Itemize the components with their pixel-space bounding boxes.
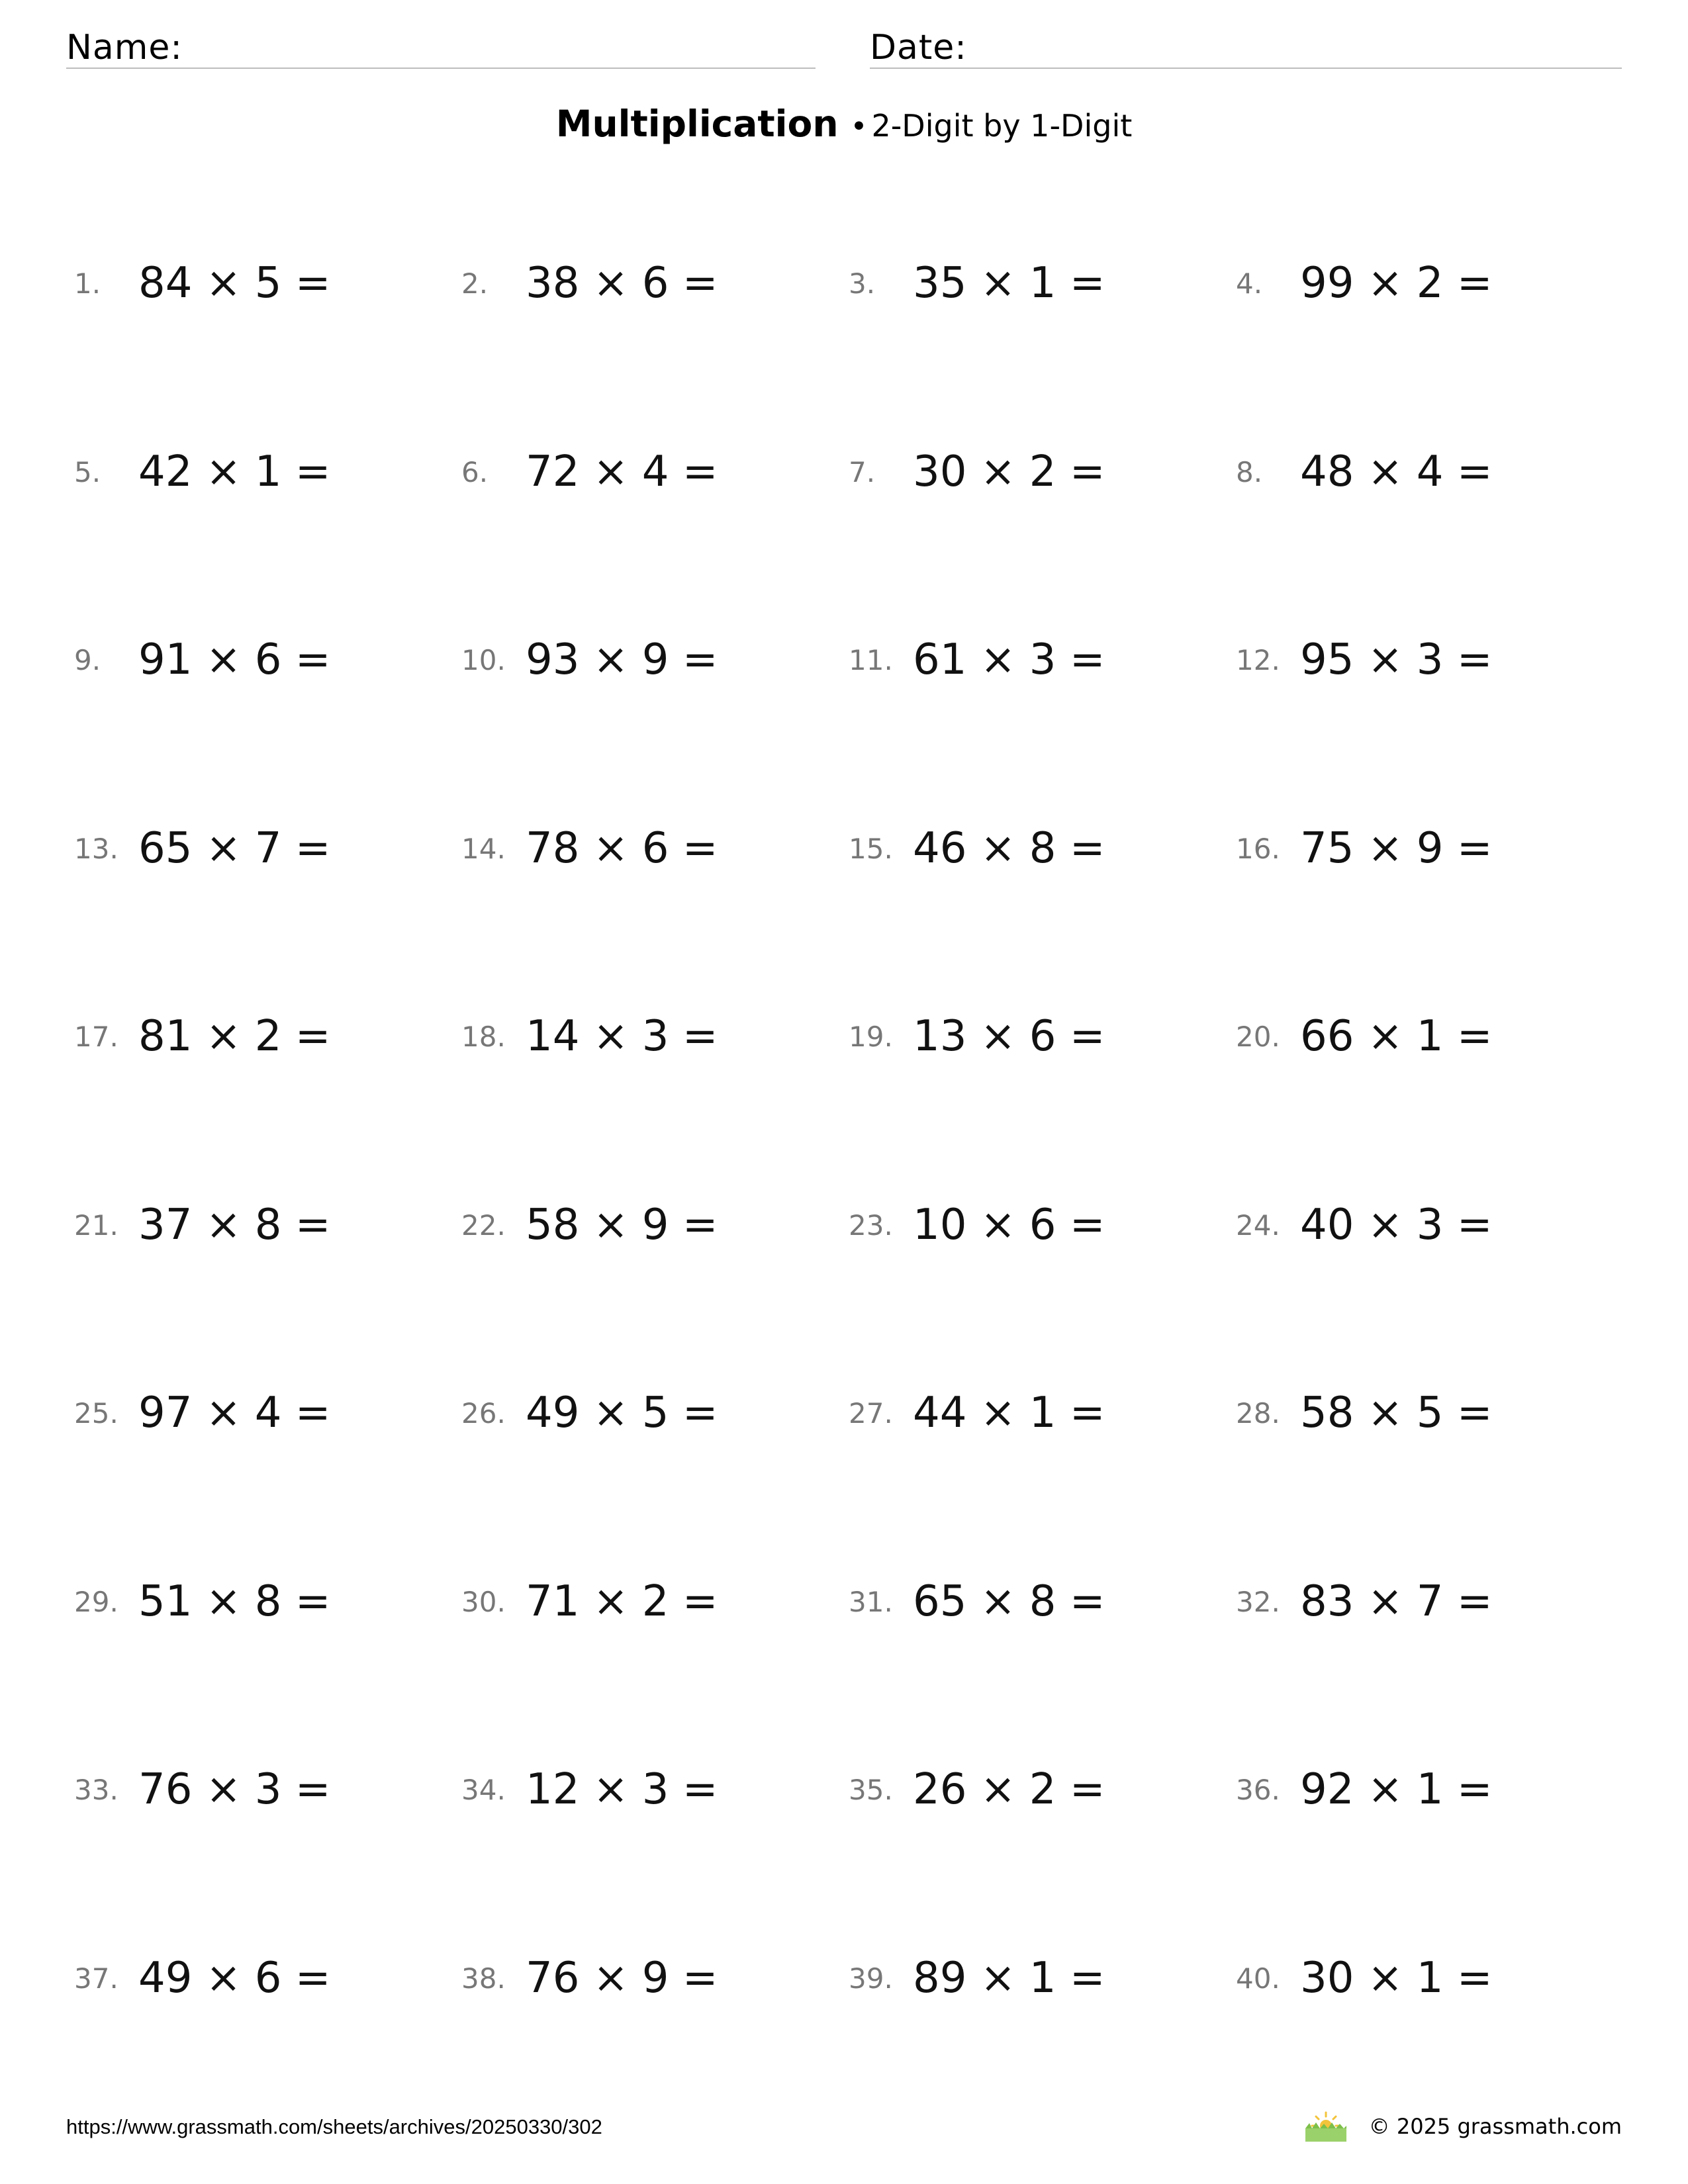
problem-expression: 65 × 8 = [913,1576,1105,1626]
problem-expression: 12 × 3 = [526,1765,718,1814]
problem-item [461,1013,792,1066]
problem-expression: 83 × 7 = [1300,1576,1493,1626]
grass-sun-logo-icon [1303,2110,1349,2143]
problem-expression: 66 × 1 = [1300,1012,1493,1061]
footer-url[interactable]: https://www.grassmath.com/sheets/archives/20250330/302 [66,2115,602,2138]
problem-expression: 38 × 6 = [526,259,718,308]
problem-expression: 89 × 1 = [913,1953,1105,2003]
problem-number: 21. [74,1208,118,1242]
problem-expression: 40 × 3 = [1300,1200,1493,1250]
problem-number: 22. [461,1208,506,1242]
problem-item [1236,1954,1567,2007]
problem-item [1236,1013,1567,1066]
problem-expression: 99 × 2 = [1300,259,1493,308]
problem-expression: 51 × 8 = [138,1576,331,1626]
problem-expression: 46 × 8 = [913,823,1105,873]
problem-number: 20. [1236,1021,1280,1053]
problem-number: 38. [461,1962,506,1995]
problem-number: 26. [461,1397,506,1430]
problem-item [849,1954,1180,2007]
problem-item [74,1013,405,1066]
problem-expression: 95 × 3 = [1300,635,1493,684]
problem-item [1236,448,1567,501]
problem-item [1236,636,1567,689]
problem-expression: 49 × 6 = [138,1953,331,2003]
problem-item [74,1201,405,1254]
title-main: Multiplication [555,103,839,145]
problem-item [849,1201,1180,1254]
problem-item [461,1578,792,1631]
problem-number: 36. [1236,1774,1280,1806]
problem-expression: 91 × 6 = [138,635,331,684]
problem-item [461,1766,792,1819]
problem-expression: 75 × 9 = [1300,823,1493,873]
problem-number: 32. [1236,1585,1280,1618]
problem-number: 6. [461,455,489,488]
problem-item [849,1578,1180,1631]
problem-expression: 30 × 2 = [913,447,1105,496]
problem-expression: 49 × 5 = [526,1388,718,1437]
problem-item [1236,259,1567,312]
problem-number: 12. [1236,644,1280,676]
problem-expression: 92 × 1 = [1300,1765,1493,1814]
problem-number: 13. [74,832,118,865]
problem-number: 25. [74,1397,118,1430]
problem-number: 16. [1236,832,1280,865]
problem-number: 35. [849,1774,893,1806]
problem-expression: 35 × 1 = [913,259,1105,308]
problem-item [74,1954,405,2007]
problem-item [74,825,405,878]
problem-expression: 76 × 3 = [138,1765,331,1814]
problem-number: 33. [74,1774,118,1806]
problem-item [849,448,1180,501]
problem-item [461,636,792,689]
problem-number: 7. [849,455,876,488]
problem-expression: 93 × 9 = [526,635,718,684]
problem-expression: 14 × 3 = [526,1012,718,1061]
problem-number: 2. [461,267,489,300]
problem-number: 31. [849,1585,893,1618]
problem-expression: 48 × 4 = [1300,447,1493,496]
problem-item [849,825,1180,878]
problem-item [1236,1766,1567,1819]
name-label: Name: [66,28,183,68]
problem-expression: 42 × 1 = [138,447,331,496]
problem-item [849,1389,1180,1442]
problem-number: 27. [849,1397,893,1430]
problem-number: 34. [461,1774,506,1806]
problem-expression: 76 × 9 = [526,1953,718,2003]
problem-item [461,448,792,501]
problem-item [849,1766,1180,1819]
problem-expression: 30 × 1 = [1300,1953,1493,2003]
problem-number: 24. [1236,1208,1280,1242]
problem-expression: 72 × 4 = [526,447,718,496]
problem-item [74,259,405,312]
title-subtitle: 2-Digit by 1-Digit [871,108,1133,144]
problem-item [461,259,792,312]
problem-number: 8. [1236,455,1263,488]
problem-item [1236,1578,1567,1631]
problem-item [74,1389,405,1442]
problem-number: 9. [74,644,101,676]
problem-number: 5. [74,455,101,488]
problem-number: 30. [461,1585,506,1618]
problem-item [74,448,405,501]
footer-copyright: © 2025 grassmath.com [1368,2114,1622,2139]
date-label: Date: [870,28,967,68]
problem-item [461,1389,792,1442]
problem-expression: 13 × 6 = [913,1012,1105,1061]
problem-expression: 61 × 3 = [913,635,1105,684]
problem-expression: 26 × 2 = [913,1765,1105,1814]
problem-number: 28. [1236,1397,1280,1430]
problem-number: 17. [74,1021,118,1053]
problem-number: 10. [461,644,506,676]
problem-number: 1. [74,267,101,300]
problem-number: 39. [849,1962,893,1995]
problem-expression: 71 × 2 = [526,1576,718,1626]
problem-item [849,636,1180,689]
problem-expression: 97 × 4 = [138,1388,331,1437]
problem-number: 29. [74,1585,118,1618]
problem-expression: 58 × 5 = [1300,1388,1493,1437]
problem-item [849,1013,1180,1066]
problem-expression: 37 × 8 = [138,1200,331,1250]
problem-item [461,1954,792,2007]
problem-number: 37. [74,1962,118,1995]
problem-number: 4. [1236,267,1263,300]
problem-item [849,259,1180,312]
problem-item [1236,1389,1567,1442]
problem-item [74,636,405,689]
problem-expression: 44 × 1 = [913,1388,1105,1437]
problem-number: 19. [849,1021,893,1053]
problem-expression: 78 × 6 = [526,823,718,873]
problem-item [1236,1201,1567,1254]
footer-brand [1303,2110,1622,2143]
problem-number: 15. [849,832,893,865]
problem-expression: 81 × 2 = [138,1012,331,1061]
problem-number: 23. [849,1208,893,1242]
title-separator: • [850,110,868,144]
problem-item [461,1201,792,1254]
problem-expression: 58 × 9 = [526,1200,718,1250]
problem-item [1236,825,1567,878]
problem-number: 40. [1236,1962,1280,1995]
problem-item [461,825,792,878]
problem-expression: 84 × 5 = [138,259,331,308]
problem-number: 3. [849,267,876,300]
problem-number: 14. [461,832,506,865]
problem-expression: 10 × 6 = [913,1200,1105,1250]
problem-item [74,1766,405,1819]
problem-item [74,1578,405,1631]
problem-number: 18. [461,1021,506,1053]
problem-number: 11. [849,644,893,676]
problem-expression: 65 × 7 = [138,823,331,873]
